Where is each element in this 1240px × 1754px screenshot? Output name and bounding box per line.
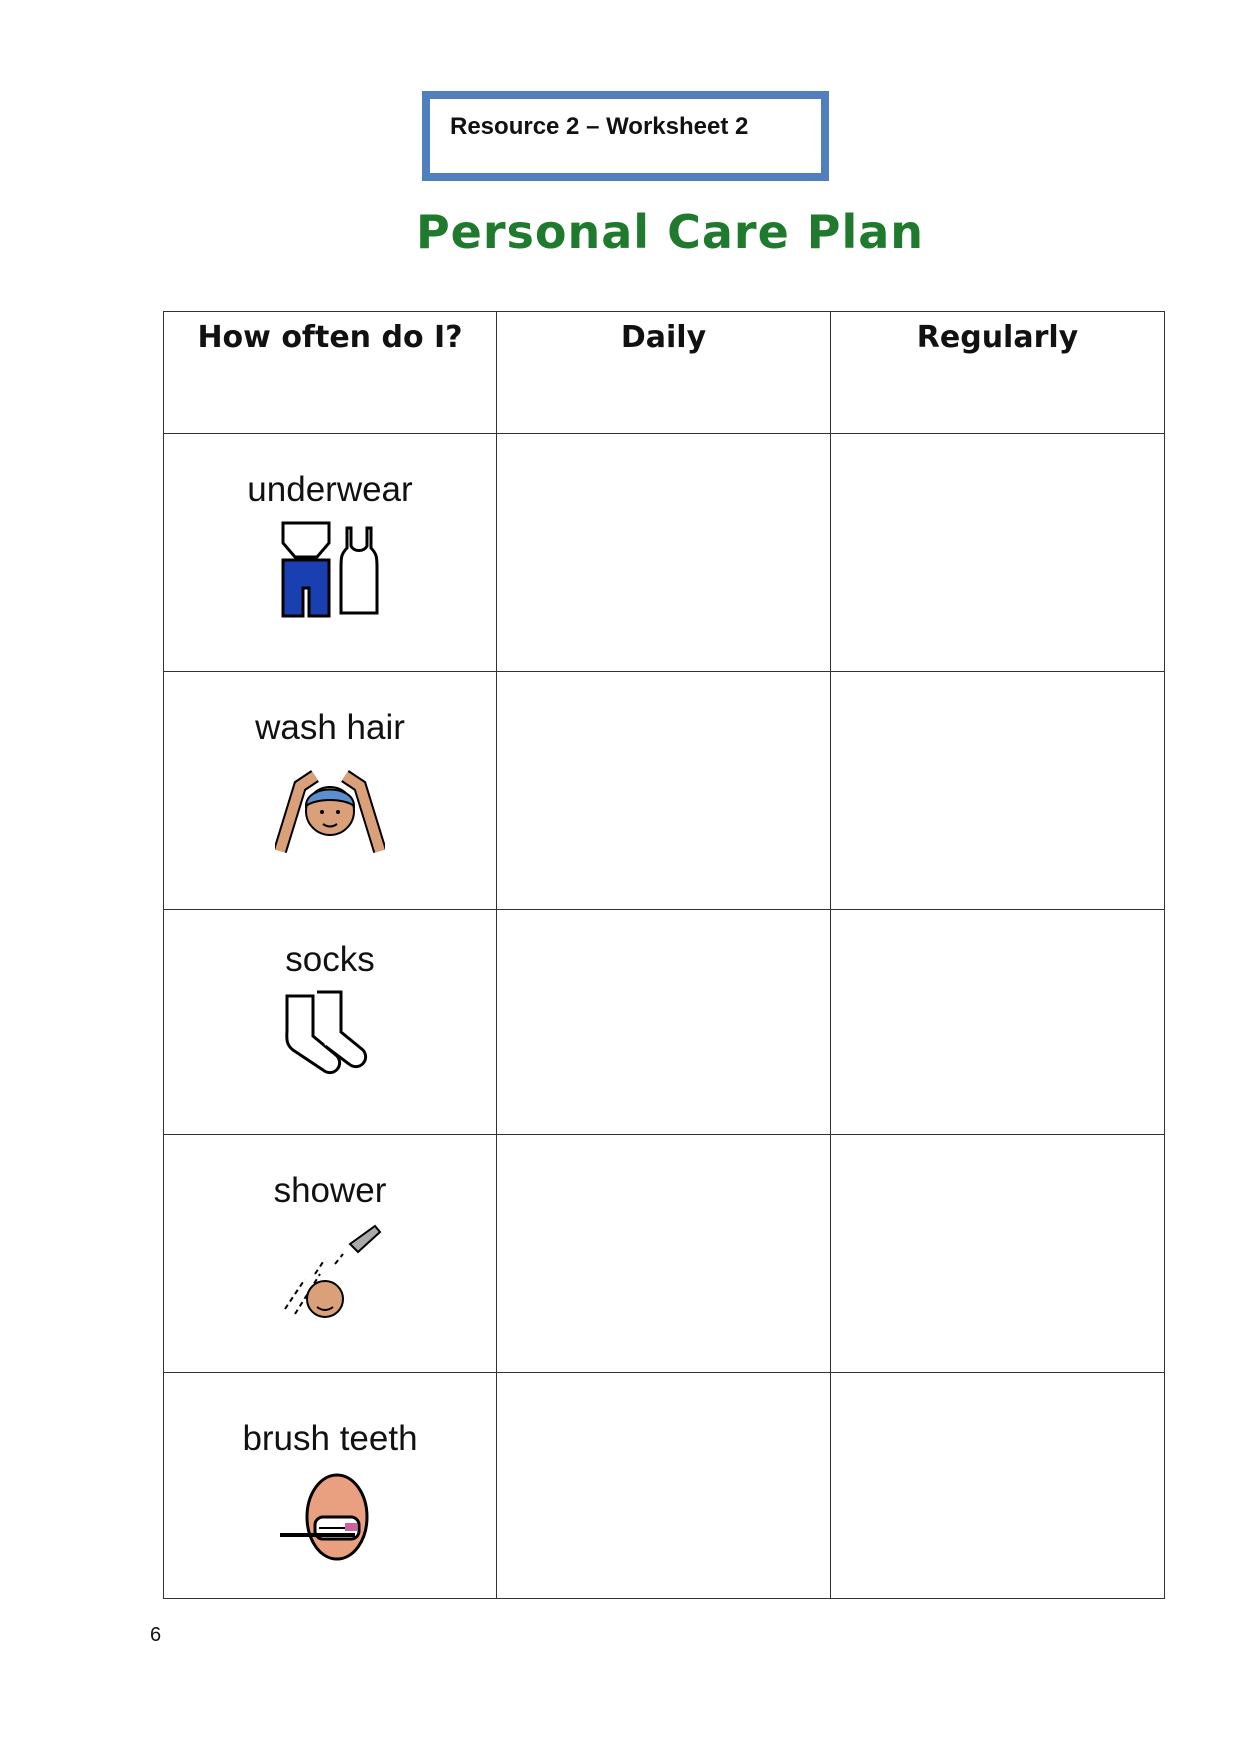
daily-cell[interactable] [497,672,831,910]
shower-icon [265,1219,395,1319]
header-row [164,312,1165,434]
table-row [164,1135,1165,1373]
socks-icon [275,988,385,1088]
table-row [164,434,1165,672]
regularly-cell[interactable] [831,1373,1165,1599]
page-title: Personal Care Plan [415,205,925,259]
activity-cell [164,910,497,1135]
regularly-cell[interactable] [831,1135,1165,1373]
resource-label-inner [428,97,823,175]
resource-label-box [422,91,829,181]
daily-cell[interactable] [497,1373,831,1599]
brush-teeth-icon [275,1467,385,1567]
table-row [164,910,1165,1135]
table-row [164,672,1165,910]
daily-cell[interactable] [497,910,831,1135]
activity-cell [164,1373,497,1599]
regularly-cell[interactable] [831,910,1165,1135]
wash-hair-icon [275,756,385,856]
regularly-cell[interactable] [831,672,1165,910]
activity-label: shower [273,1171,387,1210]
regularly-cell[interactable] [831,434,1165,672]
page-number: 6 [150,1624,162,1646]
table-row [164,1373,1165,1599]
activity-cell [164,672,497,910]
care-plan-table [163,311,1165,1599]
activity-label: socks [285,940,375,979]
header-daily: Daily [497,312,831,434]
header-regularly: Regularly [831,312,1165,434]
activity-label: wash hair [255,708,405,747]
daily-cell[interactable] [497,1135,831,1373]
underwear-icon [275,518,385,618]
resource-label: Resource 2 – Worksheet 2 [450,113,749,140]
activity-cell [164,1135,497,1373]
daily-cell[interactable] [497,434,831,672]
activity-cell [164,434,497,672]
activity-label: underwear [247,470,413,509]
header-how-often: How often do I? [164,312,497,434]
activity-label: brush teeth [242,1419,418,1458]
